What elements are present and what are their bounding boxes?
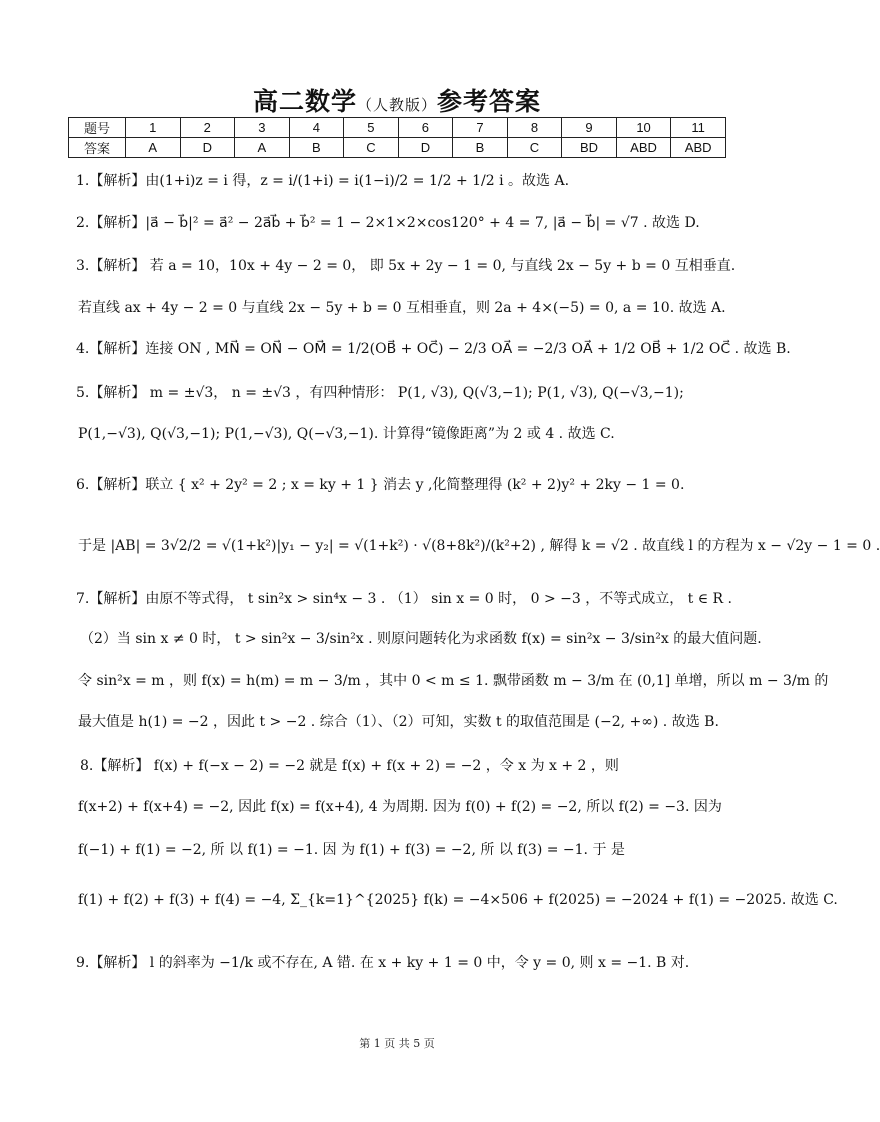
solution-line: 1.【解析】由(1+i)z = i 得，z = i/(1+i) = i(1−i)/2 = 1/2 + 1/2 i 。故选 A.: [76, 173, 570, 189]
solution-line: 于是 |AB| = 3√2/2 = √(1+k²)|y₁ − y₂| = √(1+k²) · √(8+8k²)/(k²+2) , 解得 k = √2 . 故直线 l 的方程为 x − √2y − 1 = 0 .: [78, 538, 880, 554]
answer-cell: D: [398, 138, 453, 158]
question-number: 6: [398, 118, 453, 138]
answer-cell: ABD: [671, 138, 726, 158]
question-number: 5: [344, 118, 399, 138]
solution-line: （2）当 sin x ≠ 0 时， t > sin²x − 3/sin²x . 则原问题转化为求函数 f(x) = sin²x − 3/sin²x 的最大值问题.: [80, 631, 762, 647]
answer-cell: B: [289, 138, 344, 158]
question-number: 3: [235, 118, 290, 138]
question-number: 10: [616, 118, 671, 138]
solution-line: 2.【解析】|a⃗ − b⃗|² = a⃗² − 2a⃗b⃗ + b⃗² = 1 − 2×1×2×cos120° + 4 = 7, |a⃗ − b⃗| = √7 . 故选 D.: [76, 215, 700, 231]
question-number: 4: [289, 118, 344, 138]
answer-cell: A: [126, 138, 181, 158]
answer-table-answer-row: [69, 138, 726, 158]
question-number: 8: [507, 118, 562, 138]
question-number: 2: [180, 118, 235, 138]
solution-line: f(x+2) + f(x+4) = −2, 因此 f(x) = f(x+4), 4 为周期. 因为 f(0) + f(2) = −2, 所以 f(2) = −3. 因为: [78, 799, 722, 815]
title-suffix: 参考答案: [437, 87, 542, 116]
title-main: 高二数学: [252, 87, 357, 116]
answer-cell: ABD: [616, 138, 671, 158]
solution-line: P(1,−√3), Q(√3,−1); P(1,−√3), Q(−√3,−1). 计算得“镜像距离”为 2 或 4 . 故选 C.: [78, 426, 615, 442]
answer-table: [68, 117, 726, 158]
page-footer: 第 1 页 共 5 页: [359, 1037, 435, 1050]
question-number: 1: [126, 118, 181, 138]
page-title: [0, 82, 794, 118]
solution-line: 若直线 ax + 4y − 2 = 0 与直线 2x − 5y + b = 0 互相垂直，则 2a + 4×(−5) = 0, a = 10. 故选 A.: [78, 300, 726, 316]
question-number: 11: [671, 118, 726, 138]
question-number: 9: [562, 118, 617, 138]
solution-line: f(−1) + f(1) = −2, 所 以 f(1) = −1. 因 为 f(1) + f(3) = −2, 所 以 f(3) = −1. 于 是: [78, 842, 625, 858]
solution-line: 7.【解析】由原不等式得， t sin²x > sin⁴x − 3 . （1） sin x = 0 时， 0 > −3 ，不等式成立， t ∈ R .: [76, 591, 733, 607]
solution-line: f(1) + f(2) + f(3) + f(4) = −4, Σ_{k=1}^{2025} f(k) = −4×506 + f(2025) = −2024 + f(1) = −2025. 故选 C.: [78, 892, 838, 908]
answer-cell: C: [507, 138, 562, 158]
answer-cell: A: [235, 138, 290, 158]
solution-line: 最大值是 h(1) = −2 ，因此 t > −2 . 综合（1）、（2）可知，实数 t 的取值范围是 (−2, +∞) . 故选 B.: [78, 714, 719, 730]
solution-line: 6.【解析】联立 { x² + 2y² = 2 ; x = ky + 1 } 消去 y ,化简整理得 (k² + 2)y² + 2ky − 1 = 0.: [76, 477, 685, 493]
title-edition: （人教版）: [356, 96, 437, 114]
answer-cell: BD: [562, 138, 617, 158]
solution-line: 8.【解析】 f(x) + f(−x − 2) = −2 就是 f(x) + f(x + 2) = −2 ，令 x 为 x + 2 ，则: [80, 758, 619, 774]
answer-table-row-header: 答案: [69, 138, 126, 158]
question-number: 7: [453, 118, 508, 138]
answer-table-number-row: [69, 118, 726, 138]
answer-cell: C: [344, 138, 399, 158]
solution-line: 9.【解析】 l 的斜率为 −1/k 或不存在, A 错. 在 x + ky + 1 = 0 中，令 y = 0, 则 x = −1. B 对.: [76, 955, 690, 971]
solution-line: 令 sin²x = m ，则 f(x) = h(m) = m − 3/m ，其中 0 < m ≤ 1. 飘带函数 m − 3/m 在 (0,1] 单增，所以 m − 3/m 的: [78, 673, 829, 689]
solution-line: 3.【解析】 若 a = 10，10x + 4y − 2 = 0， 即 5x + 2y − 1 = 0, 与直线 2x − 5y + b = 0 互相垂直.: [76, 258, 736, 274]
answer-cell: B: [453, 138, 508, 158]
solution-line: 4.【解析】连接 ON , MN⃗ = ON⃗ − OM⃗ = 1/2(OB⃗ + OC⃗) − 2/3 OA⃗ = −2/3 OA⃗ + 1/2 OB⃗ + 1/2 OC⃗ . 故选 B.: [76, 341, 791, 357]
solution-line: 5.【解析】 m = ±√3， n = ±√3 ，有四种情形： P(1, √3), Q(√3,−1); P(1, √3), Q(−√3,−1);: [76, 385, 684, 401]
answer-table-row-header: 题号: [69, 118, 126, 138]
answer-cell: D: [180, 138, 235, 158]
